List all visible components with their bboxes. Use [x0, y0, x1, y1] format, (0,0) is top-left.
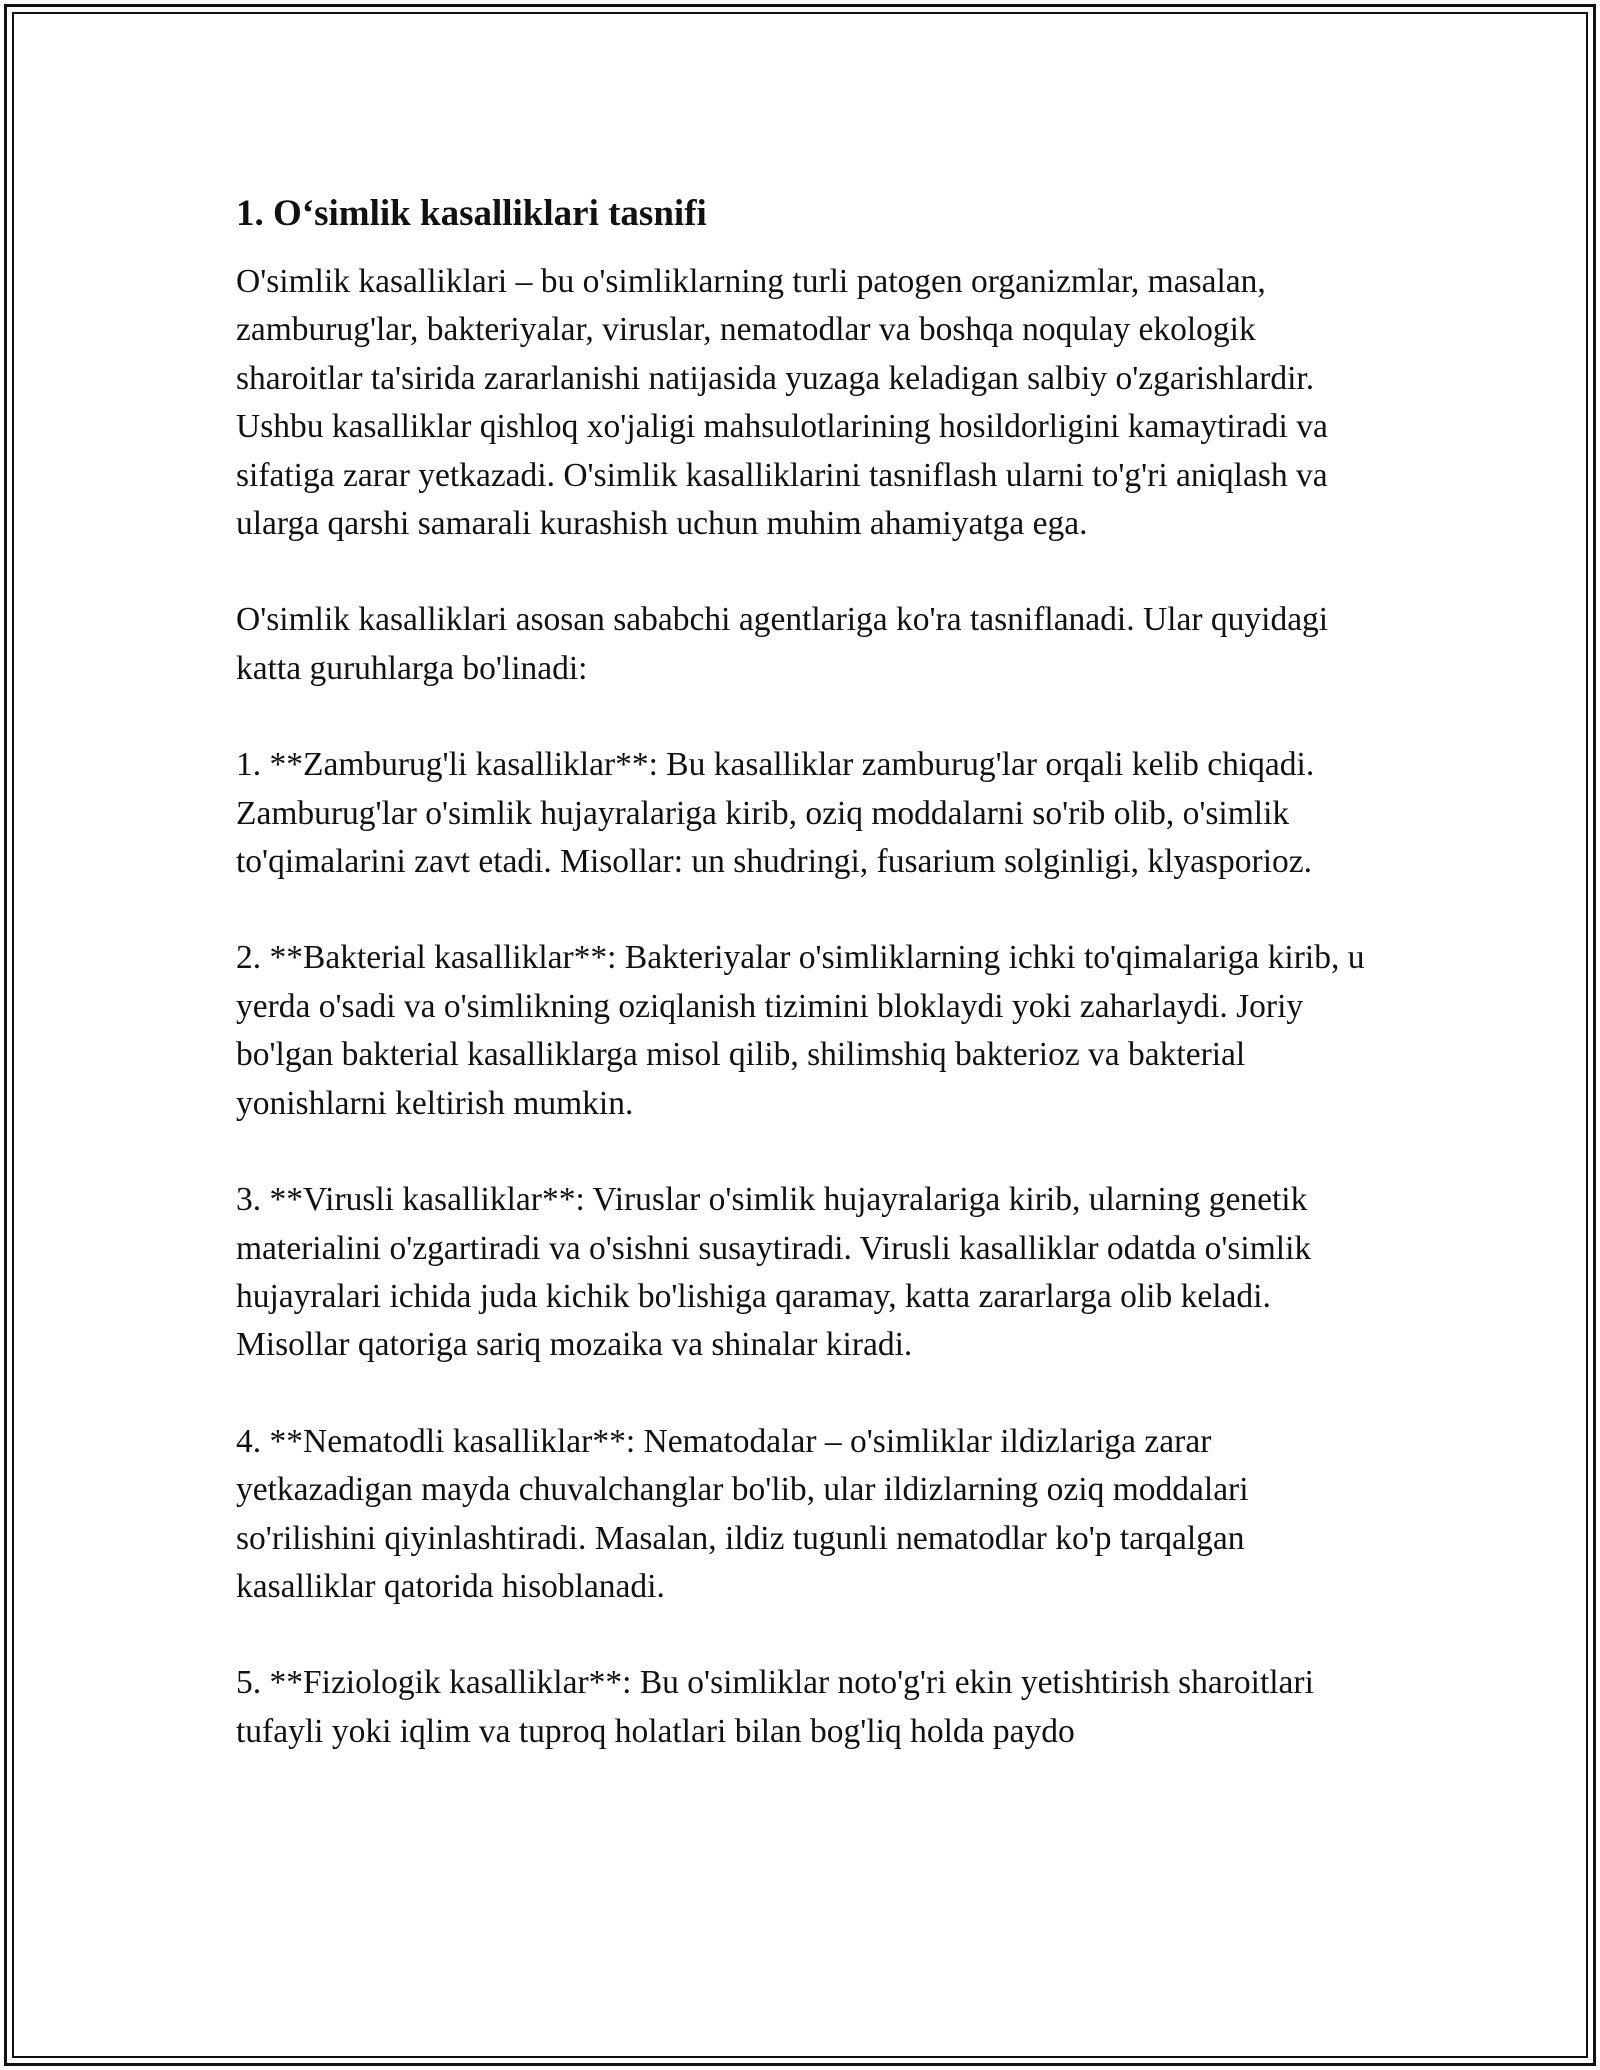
- paragraph-intro: O'simlik kasalliklari – bu o'simliklarning turli patogen organizmlar, masalan, zamburug'lar, bakteriyalar, viruslar, nematodlar va boshqa noqulay ekologik sharoitlar ta'sirida zararlanishi natijasida yuzaga keladigan salbiy o'zgarishlardir. Ushbu kasalliklar qishloq xo'jaligi mahsulotlarining hosildorligini kamaytiradi va sifatiga zarar yetkazadi. O'simlik kasalliklarini tasniflash ularni to'g'ri aniqlash va ularga qarshi samarali kurashish uchun muhim ahamiyatga ega.: [236, 263, 1328, 543]
- paragraph-bacterial-diseases: 2. **Bakterial kasalliklar**: Bakteriyalar o'simliklarning ichki to'qimalariga kirib, u yerda o'sadi va o'simlikning oziqlanish tizimini bloklaydi yoki zaharlaydi. Joriy bo'lgan bakterial kasalliklarga misol qilib, shilimshiq bakterioz va bakterial yonishlarni keltirish mumkin.: [236, 939, 1365, 1122]
- document-body: [236, 190, 1366, 1804]
- paragraph-fungal-diseases: 1. **Zamburug'li kasalliklar**: Bu kasalliklar zamburug'lar orqali kelib chiqadi. Zamburug'lar o'simlik hujayralariga kirib, oziq moddalarni so'rib olib, o'simlik to'qimalarini zavt etadi. Misollar: un shudringi, fusarium solginligi, klyasporioz.: [236, 746, 1315, 881]
- paragraph-nematode-diseases: 4. **Nematodli kasalliklar**: Nematodalar – o'simliklar ildizlariga zarar yetkazadigan mayda chuvalchanglar bo'lib, ular ildizlarning oziq moddalari so'rilishini qiyinlashtiradi. Masalan, ildiz tugunli nematodlar ko'p tarqalgan kasalliklar qatorida hisoblanadi.: [236, 1422, 1249, 1605]
- paragraph-physiological-diseases: 5. **Fiziologik kasalliklar**: Bu o'simliklar noto'g'ri ekin yetishtirish sharoitlari tufayli yoki iqlim va tuproq holatlari bilan bog'liq holda paydo: [236, 1664, 1314, 1750]
- paragraph-classification: O'simlik kasalliklari asosan sababchi agentlariga ko'ra tasniflanadi. Ular quyidagi katta guruhlarga bo'linadi:: [236, 601, 1329, 687]
- section-title: 1. O‘simlik kasalliklari tasnifi: [236, 193, 707, 234]
- paragraph-viral-diseases: 3. **Virusli kasalliklar**: Viruslar o'simlik hujayralariga kirib, ularning genetik materialini o'zgartiradi va o'sishni susaytiradi. Virusli kasalliklar odatda o'simlik hujayralari ichida juda kichik bo'lishiga qaramay, katta zararlarga olib keladi. Misollar qatoriga sariq mozaika va shinalar kiradi.: [236, 1181, 1312, 1364]
